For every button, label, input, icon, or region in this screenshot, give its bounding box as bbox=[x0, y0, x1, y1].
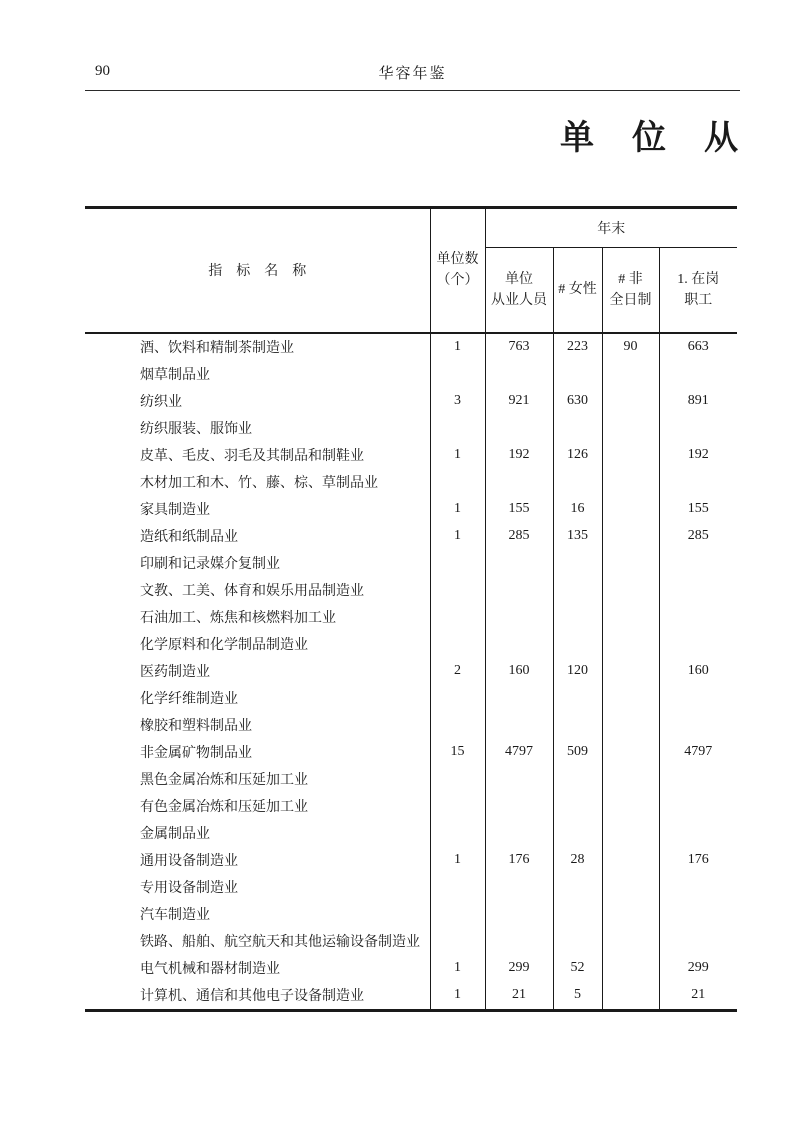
indicator-name: 纺织业 bbox=[140, 395, 182, 410]
parttime-value bbox=[602, 361, 659, 388]
employees-value: 763 bbox=[485, 333, 553, 361]
employees-value: 21 bbox=[485, 982, 553, 1011]
table-body bbox=[85, 333, 737, 1011]
table-header bbox=[85, 208, 737, 333]
units-value bbox=[430, 604, 485, 631]
employees-value bbox=[485, 415, 553, 442]
parttime-value bbox=[602, 577, 659, 604]
onpost-value: 155 bbox=[659, 496, 737, 523]
female-value: 28 bbox=[553, 847, 602, 874]
indicator-name: 化学原料和化学制品制造业 bbox=[140, 638, 308, 653]
female-value bbox=[553, 577, 602, 604]
onpost-header-line1: 1. 在岗 bbox=[677, 271, 720, 287]
parttime-header bbox=[602, 248, 659, 333]
female-value bbox=[553, 712, 602, 739]
indicator-name: 橡胶和塑料制品业 bbox=[140, 719, 252, 734]
onpost-value bbox=[659, 793, 737, 820]
employees-value: 299 bbox=[485, 955, 553, 982]
indicator-name: 铁路、船舶、航空航天和其他运输设备制造业 bbox=[140, 935, 420, 950]
units-value: 1 bbox=[430, 333, 485, 361]
parttime-value bbox=[602, 415, 659, 442]
indicator-name: 化学纤维制造业 bbox=[140, 692, 238, 707]
employees-value bbox=[485, 928, 553, 955]
indicator-name: 文教、工美、体育和娱乐用品制造业 bbox=[140, 584, 364, 599]
units-value bbox=[430, 550, 485, 577]
units-value: 1 bbox=[430, 523, 485, 550]
units-value: 1 bbox=[430, 442, 485, 469]
onpost-value bbox=[659, 604, 737, 631]
employees-header bbox=[485, 248, 553, 333]
onpost-value bbox=[659, 469, 737, 496]
onpost-value: 192 bbox=[659, 442, 737, 469]
onpost-value bbox=[659, 361, 737, 388]
onpost-value: 663 bbox=[659, 333, 737, 361]
table-row bbox=[85, 739, 737, 766]
female-value bbox=[553, 901, 602, 928]
table-row bbox=[85, 955, 737, 982]
female-value bbox=[553, 469, 602, 496]
employees-value bbox=[485, 604, 553, 631]
indicator-name: 非金属矿物制品业 bbox=[140, 746, 252, 761]
onpost-value bbox=[659, 685, 737, 712]
parttime-value bbox=[602, 955, 659, 982]
units-value bbox=[430, 469, 485, 496]
indicator-name-header: 指 标 名 称 bbox=[85, 208, 430, 333]
units-value bbox=[430, 874, 485, 901]
parttime-value bbox=[602, 469, 659, 496]
table-row bbox=[85, 577, 737, 604]
table-row bbox=[85, 415, 737, 442]
parttime-value bbox=[602, 847, 659, 874]
unit-count-header-line1: 单位数 bbox=[436, 252, 479, 268]
parttime-value bbox=[602, 928, 659, 955]
female-value bbox=[553, 928, 602, 955]
onpost-value bbox=[659, 766, 737, 793]
onpost-value: 891 bbox=[659, 388, 737, 415]
parttime-value bbox=[602, 982, 659, 1011]
parttime-value bbox=[602, 631, 659, 658]
employees-header-line2: 从业人员 bbox=[491, 292, 547, 308]
female-value: 126 bbox=[553, 442, 602, 469]
female-value: 509 bbox=[553, 739, 602, 766]
table-row bbox=[85, 631, 737, 658]
units-value bbox=[430, 820, 485, 847]
table-row bbox=[85, 550, 737, 577]
onpost-value: 285 bbox=[659, 523, 737, 550]
group-header-row bbox=[85, 208, 737, 248]
units-value bbox=[430, 901, 485, 928]
unit-count-header bbox=[430, 208, 485, 333]
indicator-name: 酒、饮料和精制茶制造业 bbox=[140, 341, 294, 356]
female-value bbox=[553, 361, 602, 388]
parttime-value bbox=[602, 442, 659, 469]
table-row bbox=[85, 333, 737, 361]
parttime-value bbox=[602, 550, 659, 577]
employees-value: 921 bbox=[485, 388, 553, 415]
employees-value: 176 bbox=[485, 847, 553, 874]
employees-value bbox=[485, 901, 553, 928]
table-row bbox=[85, 874, 737, 901]
onpost-value bbox=[659, 874, 737, 901]
table-row bbox=[85, 361, 737, 388]
units-value bbox=[430, 577, 485, 604]
indicator-name: 电气机械和器材制造业 bbox=[140, 962, 280, 977]
table-row bbox=[85, 847, 737, 874]
employees-value bbox=[485, 685, 553, 712]
units-value bbox=[430, 685, 485, 712]
parttime-value bbox=[602, 685, 659, 712]
employees-value bbox=[485, 631, 553, 658]
onpost-value bbox=[659, 928, 737, 955]
chapter-title: 单 位 从 bbox=[560, 120, 740, 157]
table-row bbox=[85, 604, 737, 631]
parttime-value bbox=[602, 874, 659, 901]
table-row bbox=[85, 469, 737, 496]
employees-value bbox=[485, 577, 553, 604]
indicator-name: 石油加工、炼焦和核燃料加工业 bbox=[140, 611, 336, 626]
female-value bbox=[553, 793, 602, 820]
indicator-name: 造纸和纸制品业 bbox=[140, 530, 238, 545]
indicator-name: 金属制品业 bbox=[140, 827, 210, 842]
table-row bbox=[85, 928, 737, 955]
employees-value bbox=[485, 793, 553, 820]
female-header bbox=[553, 248, 602, 333]
indicator-name: 汽车制造业 bbox=[140, 908, 210, 923]
indicator-name: 医药制造业 bbox=[140, 665, 210, 680]
employees-value bbox=[485, 766, 553, 793]
indicator-name: 印刷和记录媒介复制业 bbox=[140, 557, 280, 572]
parttime-value bbox=[602, 739, 659, 766]
unit-count-header-line2: （个） bbox=[436, 273, 479, 289]
indicator-name: 家具制造业 bbox=[140, 503, 210, 518]
employees-value: 155 bbox=[485, 496, 553, 523]
table-row bbox=[85, 820, 737, 847]
parttime-value bbox=[602, 604, 659, 631]
onpost-header-line2: 职工 bbox=[684, 292, 713, 308]
units-value: 15 bbox=[430, 739, 485, 766]
female-value: 52 bbox=[553, 955, 602, 982]
onpost-value bbox=[659, 631, 737, 658]
parttime-value bbox=[602, 793, 659, 820]
employees-value bbox=[485, 550, 553, 577]
employees-value: 4797 bbox=[485, 739, 553, 766]
onpost-value: 4797 bbox=[659, 739, 737, 766]
female-value: 5 bbox=[553, 982, 602, 1011]
table-row bbox=[85, 496, 737, 523]
female-value: 630 bbox=[553, 388, 602, 415]
employees-value bbox=[485, 361, 553, 388]
units-value: 1 bbox=[430, 982, 485, 1011]
female-value bbox=[553, 415, 602, 442]
indicator-name: 黑色金属冶炼和压延加工业 bbox=[140, 773, 308, 788]
table-row bbox=[85, 982, 737, 1011]
units-value bbox=[430, 766, 485, 793]
parttime-value bbox=[602, 523, 659, 550]
employees-value bbox=[485, 874, 553, 901]
female-value bbox=[553, 550, 602, 577]
parttime-header-line2: 全日制 bbox=[609, 292, 652, 308]
units-value bbox=[430, 631, 485, 658]
table-row bbox=[85, 658, 737, 685]
units-value bbox=[430, 361, 485, 388]
female-value bbox=[553, 631, 602, 658]
female-value: 223 bbox=[553, 333, 602, 361]
indicator-name: 计算机、通信和其他电子设备制造业 bbox=[140, 989, 364, 1004]
book-title: 华容年鉴 bbox=[378, 66, 447, 82]
parttime-value: 90 bbox=[602, 333, 659, 361]
table-row bbox=[85, 523, 737, 550]
female-value bbox=[553, 820, 602, 847]
parttime-value bbox=[602, 658, 659, 685]
units-value bbox=[430, 793, 485, 820]
parttime-value bbox=[602, 712, 659, 739]
year-end-label: 年末 bbox=[597, 222, 626, 237]
onpost-value bbox=[659, 712, 737, 739]
parttime-value bbox=[602, 388, 659, 415]
table-row bbox=[85, 442, 737, 469]
stats-table bbox=[85, 206, 737, 1012]
indicator-name: 皮革、毛皮、羽毛及其制品和制鞋业 bbox=[140, 449, 364, 464]
units-value bbox=[430, 712, 485, 739]
units-value: 1 bbox=[430, 496, 485, 523]
parttime-value bbox=[602, 820, 659, 847]
indicator-name: 专用设备制造业 bbox=[140, 881, 238, 896]
table-row bbox=[85, 388, 737, 415]
parttime-value bbox=[602, 901, 659, 928]
employees-value bbox=[485, 712, 553, 739]
female-value: 16 bbox=[553, 496, 602, 523]
employees-value: 285 bbox=[485, 523, 553, 550]
employees-value bbox=[485, 820, 553, 847]
onpost-value: 160 bbox=[659, 658, 737, 685]
indicator-name: 有色金属冶炼和压延加工业 bbox=[140, 800, 308, 815]
female-header-label: # 女性 bbox=[558, 282, 597, 298]
table-row bbox=[85, 766, 737, 793]
indicator-name: 纺织服装、服饰业 bbox=[140, 422, 252, 437]
parttime-header-line1: # 非 bbox=[618, 271, 643, 287]
female-value bbox=[553, 766, 602, 793]
onpost-value: 21 bbox=[659, 982, 737, 1011]
indicator-name: 木材加工和木、竹、藤、棕、草制品业 bbox=[140, 476, 378, 491]
running-head bbox=[85, 62, 740, 91]
onpost-value bbox=[659, 577, 737, 604]
onpost-value bbox=[659, 415, 737, 442]
employees-value: 192 bbox=[485, 442, 553, 469]
onpost-header bbox=[659, 248, 737, 333]
female-value: 120 bbox=[553, 658, 602, 685]
employees-header-line1: 单位 bbox=[505, 271, 533, 287]
onpost-value bbox=[659, 550, 737, 577]
onpost-value: 299 bbox=[659, 955, 737, 982]
units-value bbox=[430, 415, 485, 442]
table-row bbox=[85, 712, 737, 739]
indicator-name: 烟草制品业 bbox=[140, 368, 210, 383]
units-value: 1 bbox=[430, 955, 485, 982]
units-value: 1 bbox=[430, 847, 485, 874]
employees-value bbox=[485, 469, 553, 496]
table-row bbox=[85, 901, 737, 928]
female-value: 135 bbox=[553, 523, 602, 550]
table-row bbox=[85, 685, 737, 712]
employees-value: 160 bbox=[485, 658, 553, 685]
units-value: 3 bbox=[430, 388, 485, 415]
indicator-name: 通用设备制造业 bbox=[140, 854, 238, 869]
year-end-group-header bbox=[485, 208, 737, 248]
parttime-value bbox=[602, 766, 659, 793]
female-value bbox=[553, 604, 602, 631]
units-value bbox=[430, 928, 485, 955]
units-value: 2 bbox=[430, 658, 485, 685]
onpost-value bbox=[659, 820, 737, 847]
page-number: 90 bbox=[95, 63, 110, 79]
onpost-value: 176 bbox=[659, 847, 737, 874]
onpost-value bbox=[659, 901, 737, 928]
female-value bbox=[553, 874, 602, 901]
female-value bbox=[553, 685, 602, 712]
table-row bbox=[85, 793, 737, 820]
parttime-value bbox=[602, 496, 659, 523]
